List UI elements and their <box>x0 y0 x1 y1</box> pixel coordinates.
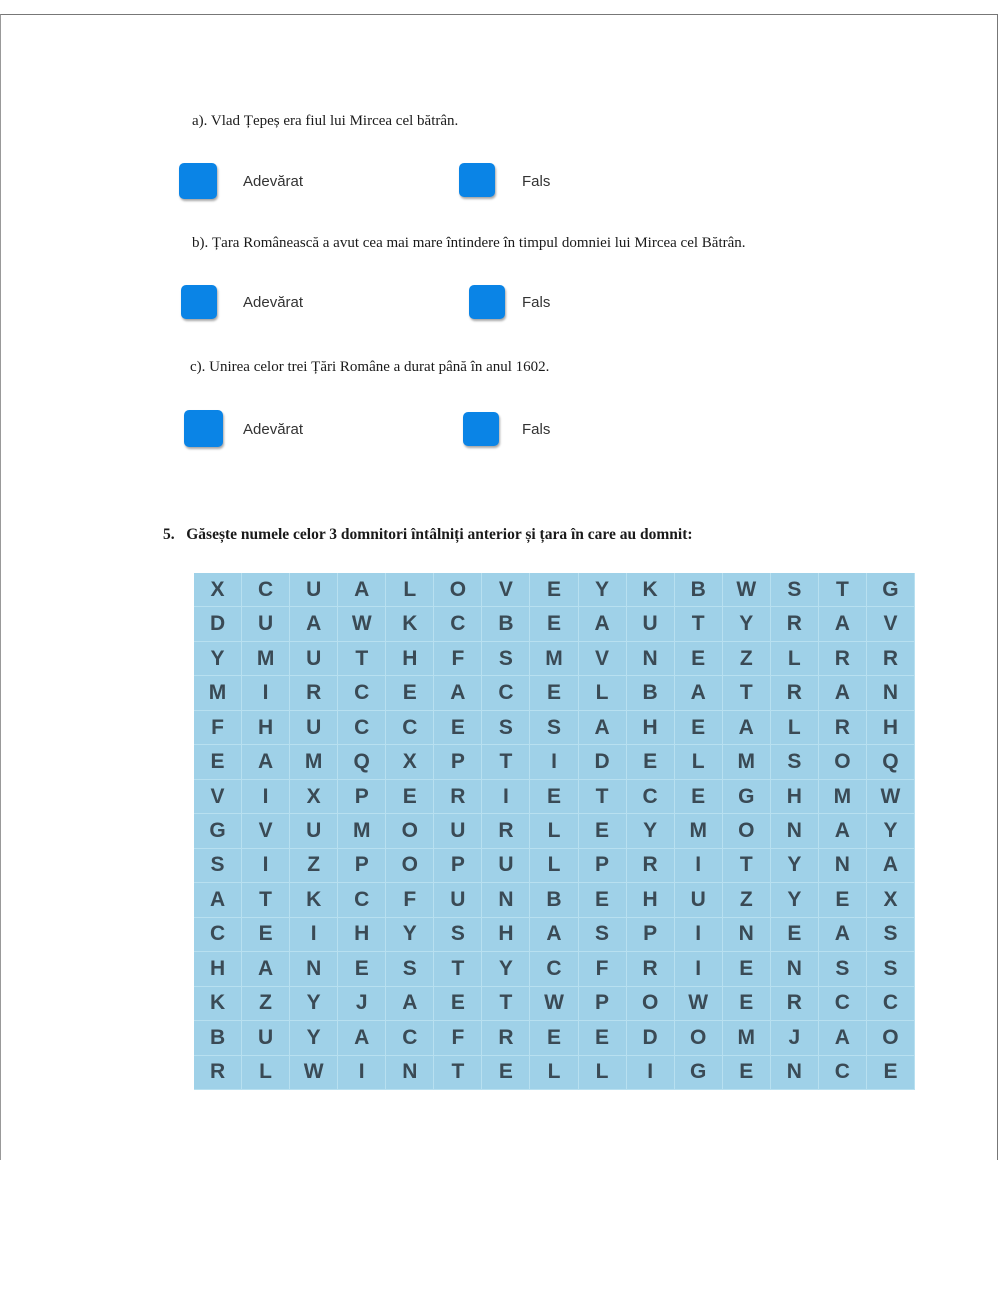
grid-cell[interactable]: Z <box>723 642 771 676</box>
grid-cell[interactable]: I <box>627 1056 675 1090</box>
grid-cell[interactable]: I <box>242 780 290 814</box>
grid-cell[interactable]: C <box>482 676 530 710</box>
grid-cell[interactable]: N <box>386 1056 434 1090</box>
grid-cell[interactable]: N <box>771 1056 819 1090</box>
grid-cell[interactable]: Z <box>290 849 338 883</box>
grid-cell[interactable]: N <box>771 814 819 848</box>
grid-cell[interactable]: S <box>482 642 530 676</box>
grid-cell[interactable]: X <box>290 780 338 814</box>
grid-cell[interactable]: E <box>579 883 627 917</box>
grid-cell[interactable]: U <box>675 883 723 917</box>
grid-cell[interactable]: R <box>771 987 819 1021</box>
grid-cell[interactable]: W <box>723 573 771 607</box>
grid-cell[interactable]: C <box>194 918 242 952</box>
grid-cell[interactable]: I <box>675 918 723 952</box>
grid-cell[interactable]: S <box>771 573 819 607</box>
question-c-text: c). Unirea celor trei Țări Române a durat până în anul 1602. <box>190 359 550 375</box>
grid-cell[interactable]: C <box>338 676 386 710</box>
grid-cell[interactable]: T <box>819 573 867 607</box>
grid-cell[interactable]: Y <box>194 642 242 676</box>
grid-cell[interactable]: L <box>530 849 578 883</box>
grid-cell[interactable]: E <box>386 676 434 710</box>
grid-cell[interactable]: A <box>819 814 867 848</box>
grid-cell[interactable]: P <box>338 780 386 814</box>
grid-cell[interactable]: T <box>579 780 627 814</box>
grid-cell[interactable]: N <box>771 952 819 986</box>
grid-cell[interactable]: C <box>338 883 386 917</box>
grid-cell[interactable]: H <box>482 918 530 952</box>
grid-cell[interactable]: O <box>723 814 771 848</box>
grid-cell[interactable]: E <box>675 780 723 814</box>
grid-cell[interactable]: E <box>338 952 386 986</box>
grid-cell[interactable]: W <box>338 607 386 641</box>
grid-cell[interactable]: L <box>530 814 578 848</box>
grid-cell[interactable]: S <box>579 918 627 952</box>
grid-cell[interactable]: L <box>579 676 627 710</box>
question-a-true-option[interactable] <box>179 163 217 199</box>
grid-cell[interactable]: W <box>530 987 578 1021</box>
grid-cell[interactable]: E <box>675 642 723 676</box>
grid-cell[interactable]: H <box>627 883 675 917</box>
grid-cell[interactable]: C <box>434 607 482 641</box>
grid-cell[interactable]: A <box>675 676 723 710</box>
grid-cell[interactable]: H <box>867 711 915 745</box>
grid-cell[interactable]: S <box>434 918 482 952</box>
grid-cell[interactable]: Q <box>338 745 386 779</box>
grid-cell[interactable]: M <box>530 642 578 676</box>
grid-cell[interactable]: W <box>290 1056 338 1090</box>
grid-cell[interactable]: T <box>723 676 771 710</box>
grid-cell[interactable]: E <box>530 1021 578 1055</box>
grid-cell[interactable]: N <box>627 642 675 676</box>
grid-cell[interactable]: F <box>194 711 242 745</box>
grid-cell[interactable]: R <box>819 642 867 676</box>
grid-cell[interactable]: A <box>819 918 867 952</box>
grid-cell[interactable]: I <box>242 849 290 883</box>
grid-cell[interactable]: O <box>434 573 482 607</box>
question-b-false-option[interactable] <box>469 285 505 319</box>
grid-cell[interactable]: O <box>386 814 434 848</box>
grid-cell[interactable]: H <box>627 711 675 745</box>
grid-cell[interactable]: E <box>723 987 771 1021</box>
grid-cell[interactable]: T <box>242 883 290 917</box>
grid-cell[interactable]: O <box>867 1021 915 1055</box>
grid-cell[interactable]: D <box>579 745 627 779</box>
grid-cell[interactable]: H <box>242 711 290 745</box>
grid-cell[interactable]: U <box>290 573 338 607</box>
grid-cell[interactable]: V <box>579 642 627 676</box>
grid-cell[interactable]: A <box>723 711 771 745</box>
grid-cell[interactable]: T <box>723 849 771 883</box>
grid-cell[interactable]: F <box>386 883 434 917</box>
grid-cell[interactable]: R <box>290 676 338 710</box>
question-a-text: a). Vlad Țepeș era fiul lui Mircea cel bătrân. <box>192 113 459 129</box>
grid-cell[interactable]: J <box>338 987 386 1021</box>
grid-cell[interactable]: V <box>242 814 290 848</box>
grid-cell[interactable]: S <box>819 952 867 986</box>
grid-cell[interactable]: K <box>627 573 675 607</box>
grid-cell[interactable]: O <box>675 1021 723 1055</box>
grid-cell[interactable]: A <box>290 607 338 641</box>
grid-cell[interactable]: U <box>290 711 338 745</box>
question-b-true-option[interactable] <box>181 285 217 319</box>
grid-cell[interactable]: Z <box>723 883 771 917</box>
grid-cell[interactable]: R <box>482 814 530 848</box>
grid-cell[interactable]: R <box>482 1021 530 1055</box>
grid-cell[interactable]: K <box>290 883 338 917</box>
question-a-false-label: Fals <box>522 173 551 190</box>
grid-cell[interactable]: Y <box>723 607 771 641</box>
grid-cell[interactable]: M <box>819 780 867 814</box>
question-c-false-label: Fals <box>522 421 551 438</box>
question-c-false-option[interactable] <box>463 412 499 446</box>
grid-cell[interactable]: I <box>530 745 578 779</box>
grid-cell[interactable]: I <box>338 1056 386 1090</box>
grid-cell[interactable]: R <box>194 1056 242 1090</box>
grid-cell[interactable]: E <box>530 573 578 607</box>
grid-cell[interactable]: B <box>194 1021 242 1055</box>
question-b-text: b). Țara Românească a avut cea mai mare întindere în timpul domniei lui Mircea cel Bătrân. <box>192 235 746 251</box>
grid-cell[interactable]: P <box>627 918 675 952</box>
grid-cell[interactable]: Y <box>482 952 530 986</box>
grid-cell[interactable]: O <box>627 987 675 1021</box>
grid-cell[interactable]: N <box>867 676 915 710</box>
grid-cell[interactable]: E <box>723 952 771 986</box>
question-a-false-option[interactable] <box>459 163 495 197</box>
grid-cell[interactable]: A <box>338 1021 386 1055</box>
grid-cell[interactable]: E <box>579 1021 627 1055</box>
grid-cell[interactable]: C <box>627 780 675 814</box>
grid-cell[interactable]: L <box>675 745 723 779</box>
grid-cell[interactable]: A <box>338 573 386 607</box>
question-c-true-label: Adevărat <box>243 421 304 438</box>
grid-cell[interactable]: F <box>579 952 627 986</box>
grid-cell[interactable]: A <box>434 676 482 710</box>
grid-cell[interactable]: P <box>579 987 627 1021</box>
grid-cell[interactable]: O <box>819 745 867 779</box>
task-5-title: 5. Găsește numele celor 3 domnitori întâlniți anterior și țara în care au domnit: <box>163 526 693 543</box>
grid-cell[interactable]: H <box>194 952 242 986</box>
grid-cell[interactable]: J <box>771 1021 819 1055</box>
question-c-true-option[interactable] <box>184 410 223 447</box>
question-c-false-checkbox[interactable] <box>463 412 499 446</box>
grid-cell[interactable]: T <box>338 642 386 676</box>
grid-cell[interactable]: L <box>579 1056 627 1090</box>
grid-cell[interactable]: U <box>290 642 338 676</box>
grid-cell[interactable]: M <box>290 745 338 779</box>
grid-cell[interactable]: P <box>579 849 627 883</box>
grid-cell[interactable]: T <box>434 1056 482 1090</box>
grid-cell[interactable]: H <box>771 780 819 814</box>
grid-cell[interactable]: M <box>675 814 723 848</box>
question-b-true-label: Adevărat <box>243 294 304 311</box>
grid-cell[interactable]: G <box>867 573 915 607</box>
question-a-true-checkbox[interactable] <box>179 163 217 199</box>
grid-cell[interactable]: C <box>819 987 867 1021</box>
grid-cell[interactable]: C <box>867 987 915 1021</box>
grid-cell[interactable]: Q <box>867 745 915 779</box>
grid-cell[interactable]: A <box>819 676 867 710</box>
grid-cell[interactable]: H <box>338 918 386 952</box>
grid-cell[interactable]: B <box>675 573 723 607</box>
grid-cell[interactable]: M <box>338 814 386 848</box>
grid-cell[interactable]: A <box>819 607 867 641</box>
grid-cell[interactable]: Y <box>290 987 338 1021</box>
grid-cell[interactable]: E <box>242 918 290 952</box>
grid-cell[interactable]: P <box>434 849 482 883</box>
grid-cell[interactable]: S <box>530 711 578 745</box>
grid-cell[interactable]: K <box>386 607 434 641</box>
grid-cell[interactable]: A <box>579 711 627 745</box>
grid-cell[interactable]: R <box>434 780 482 814</box>
grid-cell[interactable]: M <box>723 745 771 779</box>
grid-cell[interactable]: G <box>723 780 771 814</box>
grid-cell[interactable]: Y <box>290 1021 338 1055</box>
grid-cell[interactable]: R <box>627 952 675 986</box>
grid-cell[interactable]: W <box>867 780 915 814</box>
grid-cell[interactable]: U <box>482 849 530 883</box>
grid-cell[interactable]: A <box>242 745 290 779</box>
grid-cell[interactable]: E <box>579 814 627 848</box>
grid-cell[interactable]: U <box>290 814 338 848</box>
grid-cell[interactable]: V <box>867 607 915 641</box>
grid-cell[interactable]: N <box>482 883 530 917</box>
grid-cell[interactable]: X <box>194 573 242 607</box>
question-a-false-checkbox[interactable] <box>459 163 495 197</box>
grid-cell[interactable]: Y <box>771 883 819 917</box>
grid-cell[interactable]: U <box>434 883 482 917</box>
grid-cell[interactable]: D <box>627 1021 675 1055</box>
grid-cell[interactable]: E <box>723 1056 771 1090</box>
grid-cell[interactable]: P <box>338 849 386 883</box>
grid-cell[interactable]: I <box>482 780 530 814</box>
grid-cell[interactable]: P <box>434 745 482 779</box>
grid-cell[interactable]: S <box>482 711 530 745</box>
grid-cell[interactable]: E <box>867 1056 915 1090</box>
grid-cell[interactable]: C <box>819 1056 867 1090</box>
grid-cell[interactable]: C <box>242 573 290 607</box>
grid-cell[interactable]: E <box>434 987 482 1021</box>
grid-cell[interactable]: D <box>194 607 242 641</box>
grid-cell[interactable]: Y <box>386 918 434 952</box>
grid-cell[interactable]: A <box>867 849 915 883</box>
grid-cell[interactable]: E <box>771 918 819 952</box>
grid-cell[interactable]: F <box>434 642 482 676</box>
grid-cell[interactable]: R <box>867 642 915 676</box>
grid-cell[interactable]: R <box>819 711 867 745</box>
grid-cell[interactable]: Y <box>579 573 627 607</box>
grid-cell[interactable]: B <box>482 607 530 641</box>
grid-cell[interactable]: Y <box>771 849 819 883</box>
grid-cell[interactable]: C <box>386 1021 434 1055</box>
question-b-false-label: Fals <box>522 294 551 311</box>
grid-cell[interactable]: I <box>675 952 723 986</box>
grid-cell[interactable]: I <box>675 849 723 883</box>
grid-cell[interactable]: U <box>242 1021 290 1055</box>
grid-cell[interactable]: E <box>386 780 434 814</box>
grid-cell[interactable]: U <box>627 607 675 641</box>
grid-cell[interactable]: T <box>675 607 723 641</box>
grid-cell[interactable]: E <box>482 1056 530 1090</box>
grid-cell[interactable]: C <box>530 952 578 986</box>
grid-cell[interactable]: S <box>194 849 242 883</box>
grid-cell[interactable]: A <box>194 883 242 917</box>
grid-cell[interactable]: L <box>386 573 434 607</box>
grid-cell[interactable]: E <box>627 745 675 779</box>
grid-cell[interactable]: S <box>771 745 819 779</box>
grid-cell[interactable]: A <box>386 987 434 1021</box>
grid-cell[interactable]: S <box>867 918 915 952</box>
grid-cell[interactable]: N <box>723 918 771 952</box>
grid-cell[interactable]: L <box>771 642 819 676</box>
grid-cell[interactable]: V <box>194 780 242 814</box>
grid-cell[interactable]: M <box>242 642 290 676</box>
grid-cell[interactable]: E <box>530 780 578 814</box>
grid-cell[interactable]: C <box>386 711 434 745</box>
grid-cell[interactable]: B <box>530 883 578 917</box>
grid-cell[interactable]: O <box>386 849 434 883</box>
grid-cell[interactable]: I <box>242 676 290 710</box>
grid-cell[interactable]: T <box>482 745 530 779</box>
grid-cell[interactable]: I <box>290 918 338 952</box>
grid-cell[interactable]: A <box>579 607 627 641</box>
grid-cell[interactable]: R <box>771 676 819 710</box>
grid-cell[interactable]: H <box>386 642 434 676</box>
question-a-true-label: Adevărat <box>243 173 304 190</box>
grid-cell[interactable]: E <box>434 711 482 745</box>
grid-cell[interactable]: R <box>627 849 675 883</box>
grid-cell[interactable]: X <box>386 745 434 779</box>
grid-cell[interactable]: A <box>819 1021 867 1055</box>
question-c-true-checkbox[interactable] <box>184 410 223 447</box>
grid-cell[interactable]: N <box>290 952 338 986</box>
grid-cell[interactable]: A <box>242 952 290 986</box>
grid-cell[interactable]: C <box>338 711 386 745</box>
grid-cell[interactable]: W <box>675 987 723 1021</box>
grid-cell[interactable]: E <box>819 883 867 917</box>
grid-cell[interactable]: V <box>482 573 530 607</box>
grid-cell[interactable]: Y <box>627 814 675 848</box>
grid-cell[interactable]: S <box>867 952 915 986</box>
grid-cell[interactable]: Z <box>242 987 290 1021</box>
grid-cell[interactable]: F <box>434 1021 482 1055</box>
grid-cell[interactable]: G <box>194 814 242 848</box>
grid-cell[interactable]: X <box>867 883 915 917</box>
grid-cell[interactable]: E <box>194 745 242 779</box>
grid-cell[interactable]: Y <box>867 814 915 848</box>
grid-cell[interactable]: M <box>723 1021 771 1055</box>
grid-cell[interactable]: L <box>242 1056 290 1090</box>
grid-cell[interactable]: S <box>386 952 434 986</box>
grid-cell[interactable]: E <box>530 676 578 710</box>
question-b-false-checkbox[interactable] <box>469 285 505 319</box>
grid-cell[interactable]: N <box>819 849 867 883</box>
grid-cell[interactable]: A <box>530 918 578 952</box>
grid-cell[interactable]: L <box>530 1056 578 1090</box>
grid-cell[interactable]: E <box>530 607 578 641</box>
grid-cell[interactable]: U <box>434 814 482 848</box>
grid-cell[interactable]: K <box>194 987 242 1021</box>
grid-cell[interactable]: R <box>771 607 819 641</box>
grid-cell[interactable]: L <box>771 711 819 745</box>
grid-cell[interactable]: E <box>675 711 723 745</box>
word-search-grid <box>194 573 915 1090</box>
grid-cell[interactable]: U <box>242 607 290 641</box>
grid-cell[interactable]: T <box>434 952 482 986</box>
grid-cell[interactable]: B <box>627 676 675 710</box>
question-b-true-checkbox[interactable] <box>181 285 217 319</box>
grid-cell[interactable]: M <box>194 676 242 710</box>
grid-cell[interactable]: G <box>675 1056 723 1090</box>
grid-cell[interactable]: T <box>482 987 530 1021</box>
